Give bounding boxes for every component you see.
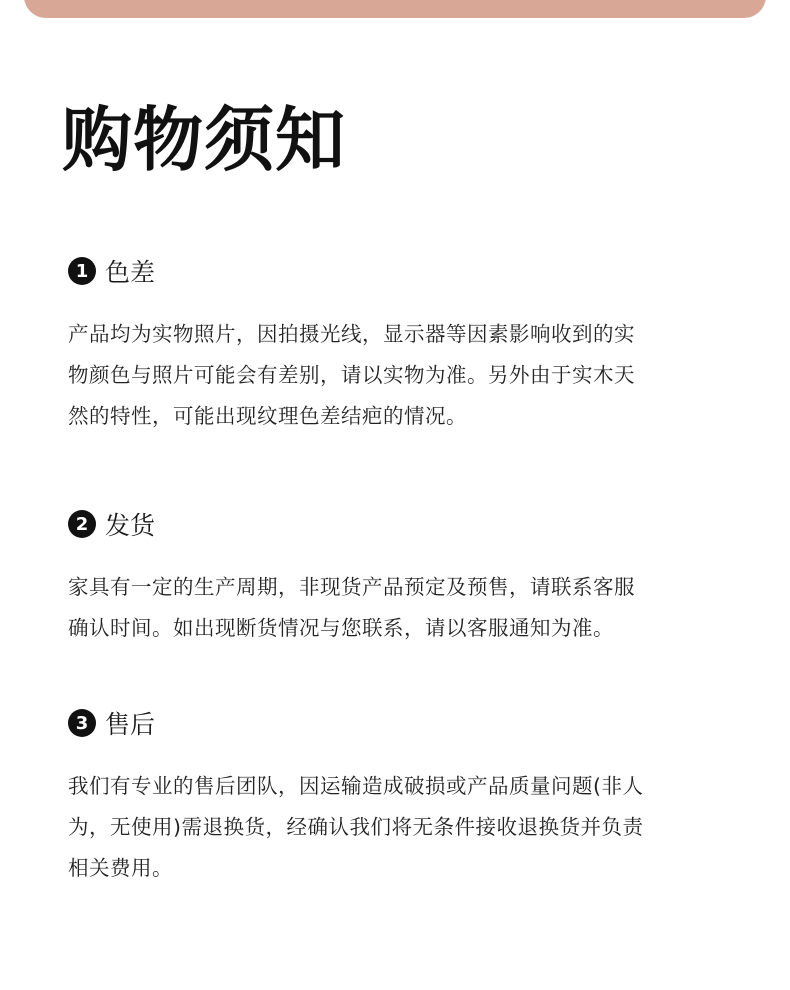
section-color-difference (68, 254, 738, 437)
body-line: 确认时间。如出现断货情况与您联系，请以客服通知为准。 (68, 616, 614, 640)
section-shipping (68, 507, 738, 649)
section-header (68, 706, 738, 740)
section-body (68, 766, 738, 889)
number-badge: 3 (68, 709, 96, 737)
number-badge: 2 (68, 510, 96, 538)
section-title: 售后 (105, 710, 156, 739)
body-line: 家具有一定的生产周期，非现货产品预定及预售，请联系客服 (68, 575, 635, 599)
top-banner (24, 0, 766, 18)
body-line: 我们有专业的售后团队，因运输造成破损或产品质量问题(非人 (68, 774, 644, 798)
section-title: 发货 (105, 511, 156, 540)
section-body (68, 314, 738, 437)
number-badge: 1 (68, 257, 96, 285)
body-line: 为，无使用)需退换货，经确认我们将无条件接收退换货并负责 (68, 815, 644, 839)
section-header (68, 254, 738, 288)
body-line: 然的特性，可能出现纹理色差结疤的情况。 (68, 404, 467, 428)
section-body (68, 567, 738, 649)
section-after-sales (68, 706, 738, 889)
section-title: 色差 (105, 258, 156, 287)
section-header (68, 507, 738, 541)
body-line: 相关费用。 (68, 856, 173, 880)
page-title: 购物须知 (62, 99, 346, 181)
body-line: 物颜色与照片可能会有差别，请以实物为准。另外由于实木天 (68, 363, 635, 387)
body-line: 产品均为实物照片，因拍摄光线，显示器等因素影响收到的实 (68, 322, 635, 346)
